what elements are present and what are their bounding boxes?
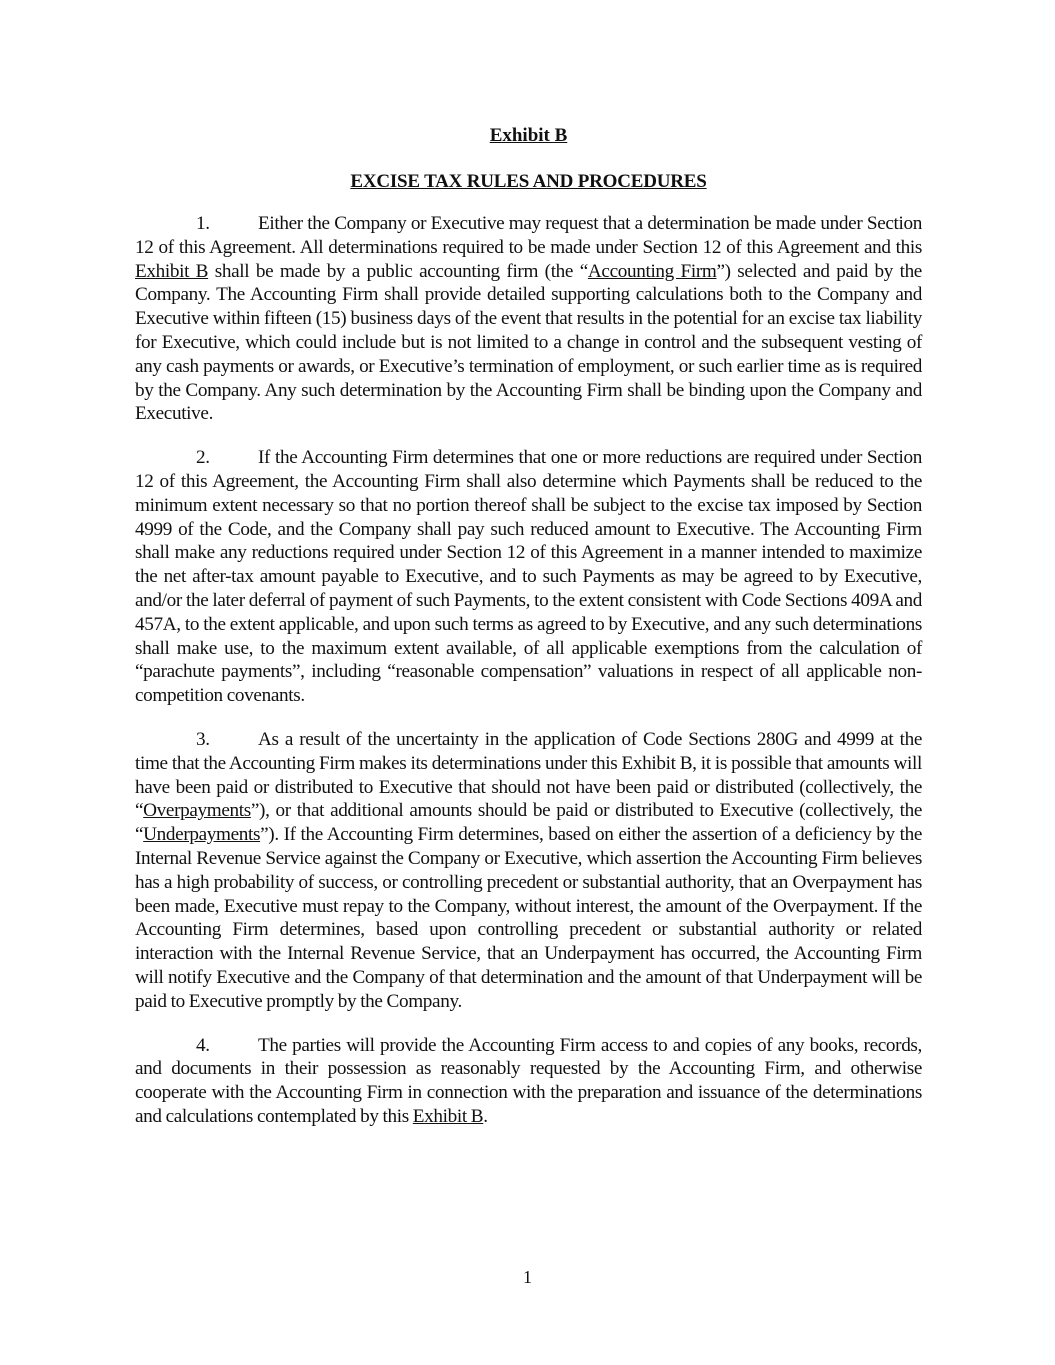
exhibit-title: Exhibit B (489, 125, 568, 146)
paragraph-number: 3. (196, 728, 210, 750)
defined-term: Exhibit B (412, 1105, 484, 1127)
paragraph-text (135, 213, 922, 424)
text-run: Either the Company or Executive may request that a determination be made under Section 12 of this Agreement. All determinations required to be made under Section 12 of this Agreement and this (135, 213, 922, 258)
text-run: The parties will provide the Accounting Firm access to and copies of any books, records, and documents in their possession as reasonably requested by the Accounting Firm, and otherwise cooperate with the Accounting Firm in connection with the preparation and issuance of the determinations and calculations contemplated by this (135, 1034, 922, 1127)
paragraph-3 (135, 728, 922, 1014)
text-run: ”). If the Accounting Firm determines, based on either the assertion of a deficiency by the Internal Revenue Service against the Company or Executive, which assertion the Accounting Firm believes has a high probability of success, or controlling precedent or substantial authority, that an Overpayment has been made, Executive must repay to the Company, without interest, the amount of the Overpayment. If the Accounting Firm determines, based upon controlling precedent or substantial authority or related interaction with the Internal Revenue Service, that an Underpayment has occurred, the Accounting Firm will notify Executive and the Company of that determination and the amount of that Underpayment will be paid to Executive promptly by the Company. (135, 824, 922, 1012)
defined-term: Underpayments (143, 824, 261, 846)
text-run: . (483, 1105, 488, 1127)
document-page (135, 124, 922, 1129)
paragraph-4 (135, 1034, 922, 1129)
paragraph-number: 4. (196, 1034, 210, 1056)
paragraph-text (135, 447, 922, 706)
text-run: As a result of the uncertainty in the application of Code Sections 280G and 4999 at the time that the Accounting Firm makes its determinations under this Exhibit B, it is possible that amounts will have been paid or distributed to Executive that should not have been paid or distributed (collectively, the “ (135, 728, 922, 822)
defined-term: Overpayments (143, 800, 251, 822)
text-run: If the Accounting Firm determines that one or more reductions are required under Section 12 of this Agreement, the Accounting Firm shall also determine which Payments shall be reduced to the minimum extent necessary so that no portion thereof shall be subject to the excise tax imposed by Section 4999 of the Code, and the Company shall pay such reduced amount to Executive. The Accounting Firm shall make any reductions required under Section 12 of this Agreement in a manner intended to maximize the net after-tax amount payable to Executive, and to such Payments as may be agreed to by Executive, and/or the later deferral of payment of such Payments, to the extent consistent with Code Sections 409A and 457A, to the extent applicable, and upon such terms as agreed to by Executive, and any such determinations shall make use, to the maximum extent available, of all applicable exemptions from the calculation of “parachute payments”, including “reasonable compensation” valuations in respect of all applicable non-competition covenants. (135, 447, 922, 707)
text-run: ”), or that additional amounts should be paid or distributed to Executive (collectively, the “ (135, 800, 922, 846)
paragraph-number: 1. (196, 213, 210, 234)
paragraph-2 (135, 446, 922, 708)
text-run: shall be made by a public accounting firm (the “ (208, 260, 588, 282)
paragraph-text (135, 729, 922, 1012)
paragraph-1 (135, 212, 922, 426)
paragraph-number: 2. (196, 447, 210, 469)
defined-term: Exhibit B (135, 260, 209, 282)
document-heading: EXCISE TAX RULES AND PROCEDURES (350, 171, 707, 192)
defined-term: Accounting Firm (587, 260, 717, 282)
page-number: 1 (523, 1267, 532, 1287)
text-run: ”) selected and paid by the Company. The Accounting Firm shall provide detailed supporting calculations both to the Company and Executive within fifteen (15) business days of the event that results in the potential for an excise tax liability for Executive, which could include but is not limited to a change in control and the subsequent vesting of any cash payments or awards, or Executive’s termination of employment, or such earlier time as is required by the Company. Any such determination by the Accounting Firm shall be binding upon the Company and Executive. (135, 260, 922, 425)
